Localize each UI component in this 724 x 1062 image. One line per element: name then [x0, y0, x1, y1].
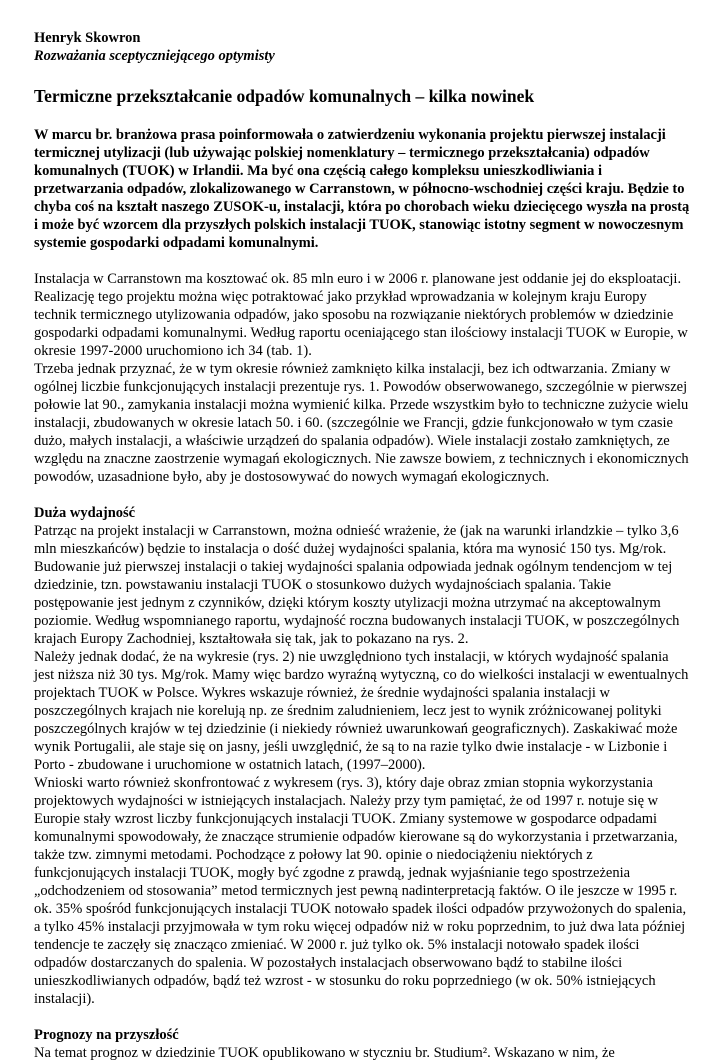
- paragraph: Instalacja w Carranstown ma kosztować ok. 85 mln euro i w 2006 r. planowane jest oddanie jej do eksploatacji. Realizację tego projektu można więc potraktować jako przykład wprowadzania w kolejnym kraju Europy technik termicznego utylizowania odpadów, jako sposobu na rozwiązanie niektórych problemów w dziedzinie gospodarki odpadami komunalnymi. Według raportu oceniającego stan ilościowy instalacji TUOK w Europie, w okresie 1997-2000 uruchomiono ich 34 (tab. 1).: [34, 271, 688, 359]
- intro-section: [34, 270, 690, 486]
- section-heading-forecast: Prognozy na przyszłość: [34, 1027, 179, 1043]
- paragraph: Należy jednak dodać, że na wykresie (rys. 2) nie uwzględniono tych instalacji, w których wydajność spalania jest niższa niż 30 tys. Mg/rok. Mamy więc bardzo wyraźną wytyczną, co do wielkości instalacji w ewentualnych projektach TUOK w Polsce. Wykres wskazuje również, że średnie wydajności spalania instalacji w poszczególnych krajach nie korelują np. ze średnim zaludnieniem, lecz jest to wynik zróżnicowanej polityki poszczególnych krajów w tej dziedzinie (i niekiedy również uwarunkowań geograficznych). Zaskakiwać może wynik Portugalii, ale staje się on jasny, jeśli uwzględnić, że są to na razie tylko dwie instalacje - w Lizbonie i Porto - zbudowane i uruchomione w ostatnich latach, (1997–2000).: [34, 649, 689, 773]
- section-heading-capacity: Duża wydajność: [34, 505, 136, 521]
- paragraph: Trzeba jednak przyznać, że w tym okresie również zamknięto kilka instalacji, bez ich odtwarzania. Zmiany w ogólnej liczbie funkcjonujących instalacji prezentuje rys. 1. Powodów obserwowanego, szczególnie w pierwszej połowie lat 90., zamykania instalacji można wymienić kilka. Przede wszystkim było to techniczne zużycie wielu instalacji, zbudowanych w okresie latach 50. i 60. (szczególnie we Francji, gdzie funkcjonowało w tym czasie dużo, małych instalacji, a właściwie urządzeń do spalania odpadów). Wiele instalacji zostało zamkniętych, ze względu na znaczne zaostrzenie wymagań ekologicznych. Nie zawsze bowiem, z technicznych i ekonomicznych powodów, uzasadnione było, aby je dostosowywać do nowych wymagań ekologicznych.: [34, 361, 689, 485]
- column-series-title: Rozważania sceptyczniejącego optymisty: [34, 48, 275, 64]
- forecast-section: [34, 1044, 690, 1062]
- article-title: Termiczne przekształcanie odpadów komunalnych – kilka nowinek: [34, 86, 535, 106]
- paragraph: Patrząc na projekt instalacji w Carranstown, można odnieść wrażenie, że (jak na warunki irlandzkie – tylko 3,6 mln mieszkańców) będzie to instalacja o dość dużej wydajności spalania, która ma wynosić 150 tys. Mg/rok. Budowanie już pierwszej instalacji o takiej wydajności spalania odpowiada jednak ogólnym tendencjom w tej dziedzinie, tzn. powstawaniu instalacji TUOK o stosunkowo dużych wydajnościach spalania. Takie postępowanie jest jednym z czynników, dzięki którym koszty utylizacji można utrzymać na akceptowalnym poziomie. Według wspomnianego raportu, wydajność roczna budowanych instalacji TUOK, w poszczególnych krajach Europy Zachodniej, kształtowała się tak, jak to pokazano na rys. 2.: [34, 523, 680, 647]
- article-lead: W marcu br. branżowa prasa poinformowała o zatwierdzeniu wykonania projektu pierwszej instalacji termicznej utylizacji (lub używając polskiej nomenklatury – termicznego przekształcania) odpadów komunalnych (TUOK) w Irlandii. Ma być ona częścią całego kompleksu unieszkodliwiania i przetwarzania odpadów, zlokalizowanego w Carranstown, w północno-wschodniej części kraju. Będzie to chyba coś na kształt naszego ZUSOK-u, instalacji, która po chorobach wieku dziecięcego wyszła na prostą i może być wzorcem dla przyszłych polskich instalacji TUOK, stanowiąc istotny segment w nowoczesnym systemie gospodarki odpadami komunalnymi.: [34, 127, 690, 251]
- capacity-section: [34, 522, 690, 1008]
- paragraph: Na temat prognoz w dziedzinie TUOK opublikowano w styczniu br. Studium². Wskazano w nim, że: [34, 1045, 615, 1061]
- author-name: Henryk Skowron: [34, 30, 141, 46]
- paragraph: Wnioski warto również skonfrontować z wykresem (rys. 3), który daje obraz zmian stopnia wykorzystania projektowych wydajności w istniejących instalacjach. Należy przy tym pamiętać, że od 1997 r. notuje się w Europie stały wzrost liczby funkcjonujących instalacji TUOK. Zmiany systemowe w gospodarce odpadami komunalnymi spowodowały, że znaczące strumienie odpadów kierowane są do wykorzystania i przetwarzania, także tzw. zimnymi metodami. Pochodzące z połowy lat 90. opinie o niedociążeniu niektórych z funkcjonujących instalacji TUOK, mogły być zgodne z prawdą, jednak wyjaśnianie tego spostrzeżenia „odchodzeniem od stosowania” metod termicznych jest pewną nadinterpretacją faktów. O ile jeszcze w 1995 r. ok. 35% spośród funkcjonujących instalacji TUOK notowało spadek ilości odpadów przywożonych do spalenia, a tylko 45% instalacji przyjmowała w tym roku więcej odpadów niż w roku poprzednim, to już dwa lata później tendencje te zaczęły się znacząco zmieniać. W 2000 r. już tylko ok. 5% instalacji notowało spadek ilości odpadów dostarczanych do spalenia. W pozostałych instalacjach obserwowano bądź to stabilne ilości unieszkodliwianych odpadów, bądź też wzrost - w stosunku do roku poprzedniego (w ok. 50% istniejących instalacji).: [34, 775, 687, 1007]
